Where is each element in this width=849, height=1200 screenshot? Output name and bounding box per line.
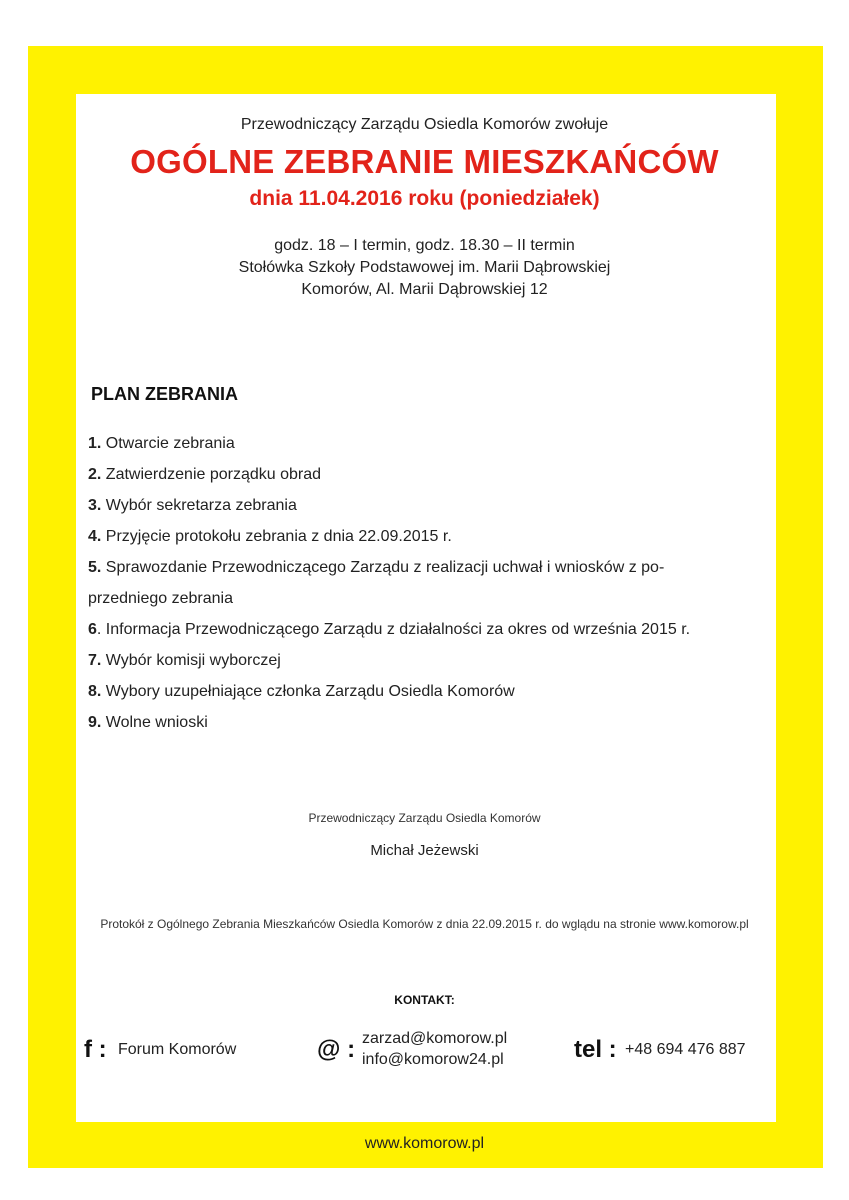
facebook-icon: f : bbox=[84, 1036, 107, 1063]
agenda-text: Otwarcie zebrania bbox=[101, 435, 235, 452]
phone-icon: tel : bbox=[574, 1036, 617, 1063]
contact-heading: KONTAKT: bbox=[394, 993, 455, 1007]
agenda-item bbox=[88, 490, 778, 521]
agenda-number: 4. bbox=[88, 528, 102, 545]
agenda-number: 7. bbox=[88, 652, 102, 669]
email-list bbox=[362, 1028, 507, 1070]
facebook-label[interactable]: Forum Komorów bbox=[118, 1041, 237, 1058]
email-link[interactable]: zarzad@komorow.pl bbox=[362, 1030, 508, 1047]
agenda-list bbox=[88, 428, 778, 738]
agenda-text: . Informacja Przewodniczącego Zarządu z działalności za okres od września 2015 r. bbox=[96, 621, 691, 638]
agenda-number: 6 bbox=[88, 621, 97, 638]
plan-heading: PLAN ZEBRANIA bbox=[91, 384, 238, 404]
agenda-item-continuation bbox=[88, 583, 778, 614]
email-icon: @ : bbox=[317, 1036, 356, 1063]
convener-line: Przewodniczący Zarządu Osiedla Komorów zwołuje bbox=[240, 116, 609, 133]
meeting-time: godz. 18 – I termin, godz. 18.30 – II termin bbox=[274, 237, 575, 254]
phone-number[interactable]: +48 694 476 887 bbox=[625, 1041, 746, 1058]
meeting-venue: Stołówka Szkoły Podstawowej im. Marii Dąbrowskiej bbox=[238, 259, 611, 276]
agenda-item bbox=[88, 676, 778, 707]
agenda-text: Wybór komisji wyborczej bbox=[101, 652, 281, 669]
signatory-role: Przewodniczący Zarządu Osiedla Komorów bbox=[308, 811, 541, 825]
agenda-text: Wybór sekretarza zebrania bbox=[101, 497, 297, 514]
agenda-number: 9. bbox=[88, 714, 102, 731]
agenda-number: 8. bbox=[88, 683, 102, 700]
website-link[interactable]: www.komorow.pl bbox=[364, 1135, 485, 1152]
agenda-item bbox=[88, 614, 778, 645]
agenda-text: przedniego zebrania bbox=[88, 590, 233, 607]
agenda-item bbox=[88, 459, 778, 490]
meeting-date: dnia 11.04.2016 roku (poniedziałek) bbox=[249, 187, 600, 210]
agenda-text: Zatwierdzenie porządku obrad bbox=[101, 466, 322, 483]
agenda-text: Sprawozdanie Przewodniczącego Zarządu z realizacji uchwał i wniosków z po- bbox=[101, 559, 665, 576]
agenda-text: Wybory uzupełniające członka Zarządu Osiedla Komorów bbox=[101, 683, 515, 700]
agenda-item bbox=[88, 707, 778, 738]
email-link[interactable]: info@komorow24.pl bbox=[362, 1051, 504, 1068]
agenda-text: Wolne wnioski bbox=[101, 714, 208, 731]
agenda-number: 2. bbox=[88, 466, 102, 483]
agenda-item bbox=[88, 521, 778, 552]
signatory-name: Michał Jeżewski bbox=[370, 842, 479, 859]
meeting-details bbox=[0, 235, 849, 301]
page-title: OGÓLNE ZEBRANIE MIESZKAŃCÓW bbox=[130, 143, 719, 180]
agenda-number: 5. bbox=[88, 559, 102, 576]
agenda-item bbox=[88, 645, 778, 676]
agenda-text: Przyjęcie protokołu zebrania z dnia 22.09.2015 r. bbox=[101, 528, 452, 545]
agenda-number: 1. bbox=[88, 435, 102, 452]
agenda-item bbox=[88, 428, 778, 459]
meeting-address: Komorów, Al. Marii Dąbrowskiej 12 bbox=[301, 281, 548, 298]
agenda-item bbox=[88, 552, 778, 583]
agenda-number: 3. bbox=[88, 497, 102, 514]
protocol-note: Protokół z Ogólnego Zebrania Mieszkańców Osiedla Komorów z dnia 22.09.2015 r. do wglądu na stronie www.komorow.pl bbox=[100, 917, 749, 931]
